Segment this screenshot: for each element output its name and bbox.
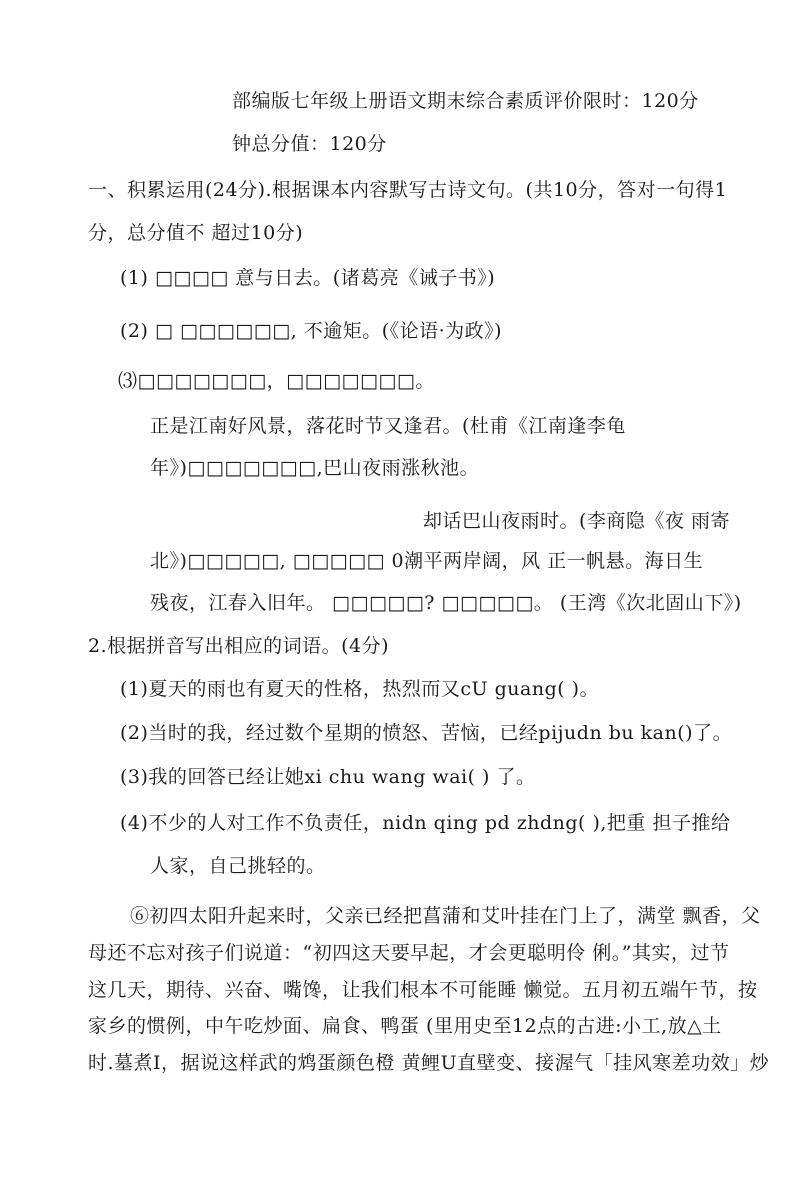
- title-line-1: 部编版七年级上册语文期末综合素质评价限时：120分: [232, 90, 699, 112]
- section1-intro-line-2: 分，总分值不 超过10分): [88, 222, 304, 244]
- passage-line-5: 时.墓煮I，据说这样武的鸩蛋颜色橙 黄鲤U直壁变、接渥气「挂风寒差功效」炒: [88, 1052, 770, 1074]
- recite-item-3-cont-2: 年》)□□□□□□□,巴山夜雨涨秋池。: [150, 457, 480, 479]
- recite-item-2: (2) □ □□□□□□, 不逾矩。(《论语·为政》): [120, 320, 503, 342]
- recite-item-3: ⑶□□□□□□□，□□□□□□□。: [118, 370, 435, 392]
- pinyin-question-1: (1)夏天的雨也有夏天的性格，热烈而又cU guang( )。: [120, 678, 600, 700]
- passage-line-1: ⑥初四太阳升起来时，父亲已经把菖蒲和艾叶挂在门上了，满堂 飘香，父: [130, 905, 761, 927]
- pinyin-question-4-line-2: 人家，自己挑轻的。: [150, 855, 326, 877]
- title-line-2: 钟总分值：120分: [232, 133, 387, 155]
- recite-item-3-cont-1: 正是江南好风景，落花时节又逢君。(杜甫《江南逢李龟: [150, 415, 626, 437]
- recite-item-1: (1) □□□□ 意与日去。(诸葛亮《诫子书》): [120, 267, 496, 289]
- passage-line-2: 母还不忘对孩子们说道：“初四这天要早起，才会更聪明伶 俐。”其实，过节: [88, 942, 730, 964]
- section2-heading: 2.根据拼音写出相应的词语。(4分): [88, 635, 390, 657]
- pinyin-question-2: (2)当时的我，经过数个星期的愤怒、苦恼，已经pijudn bu kan()了。: [120, 722, 733, 744]
- recite-item-4-line-3: 残夜，江春入旧年。 □□□□□? □□□□□。 (王湾《次北固山下》): [150, 592, 742, 614]
- pinyin-question-3: (3)我的回答已经让她xi chu wang wai( ) 了。: [120, 766, 536, 788]
- passage-line-4: 家乡的惯例，中午吃炒面、扁食、鸭蛋 (里用史至12点的古进:小工,放△土: [88, 1015, 722, 1037]
- passage-line-3: 这几天，期待、兴奋、嘴馋，让我们根本不可能睡 懒觉。五月初五端午节，按: [88, 979, 758, 1001]
- recite-item-4-line-1: 却话巴山夜雨时。(李商隐《夜 雨寄: [423, 510, 730, 532]
- section1-intro-line-1: 一、积累运用(24分).根据课本内容默写古诗文句。(共10分，答对一句得1: [88, 179, 728, 201]
- pinyin-question-4-line-1: (4)不少的人对工作不负责任，nidn qing pd zhdng( ),把重 担子推给: [120, 812, 731, 834]
- recite-item-4-line-2: 北》)□□□□□, □□□□□ 0潮平两岸阔，风 正一帆悬。海日生: [150, 550, 704, 572]
